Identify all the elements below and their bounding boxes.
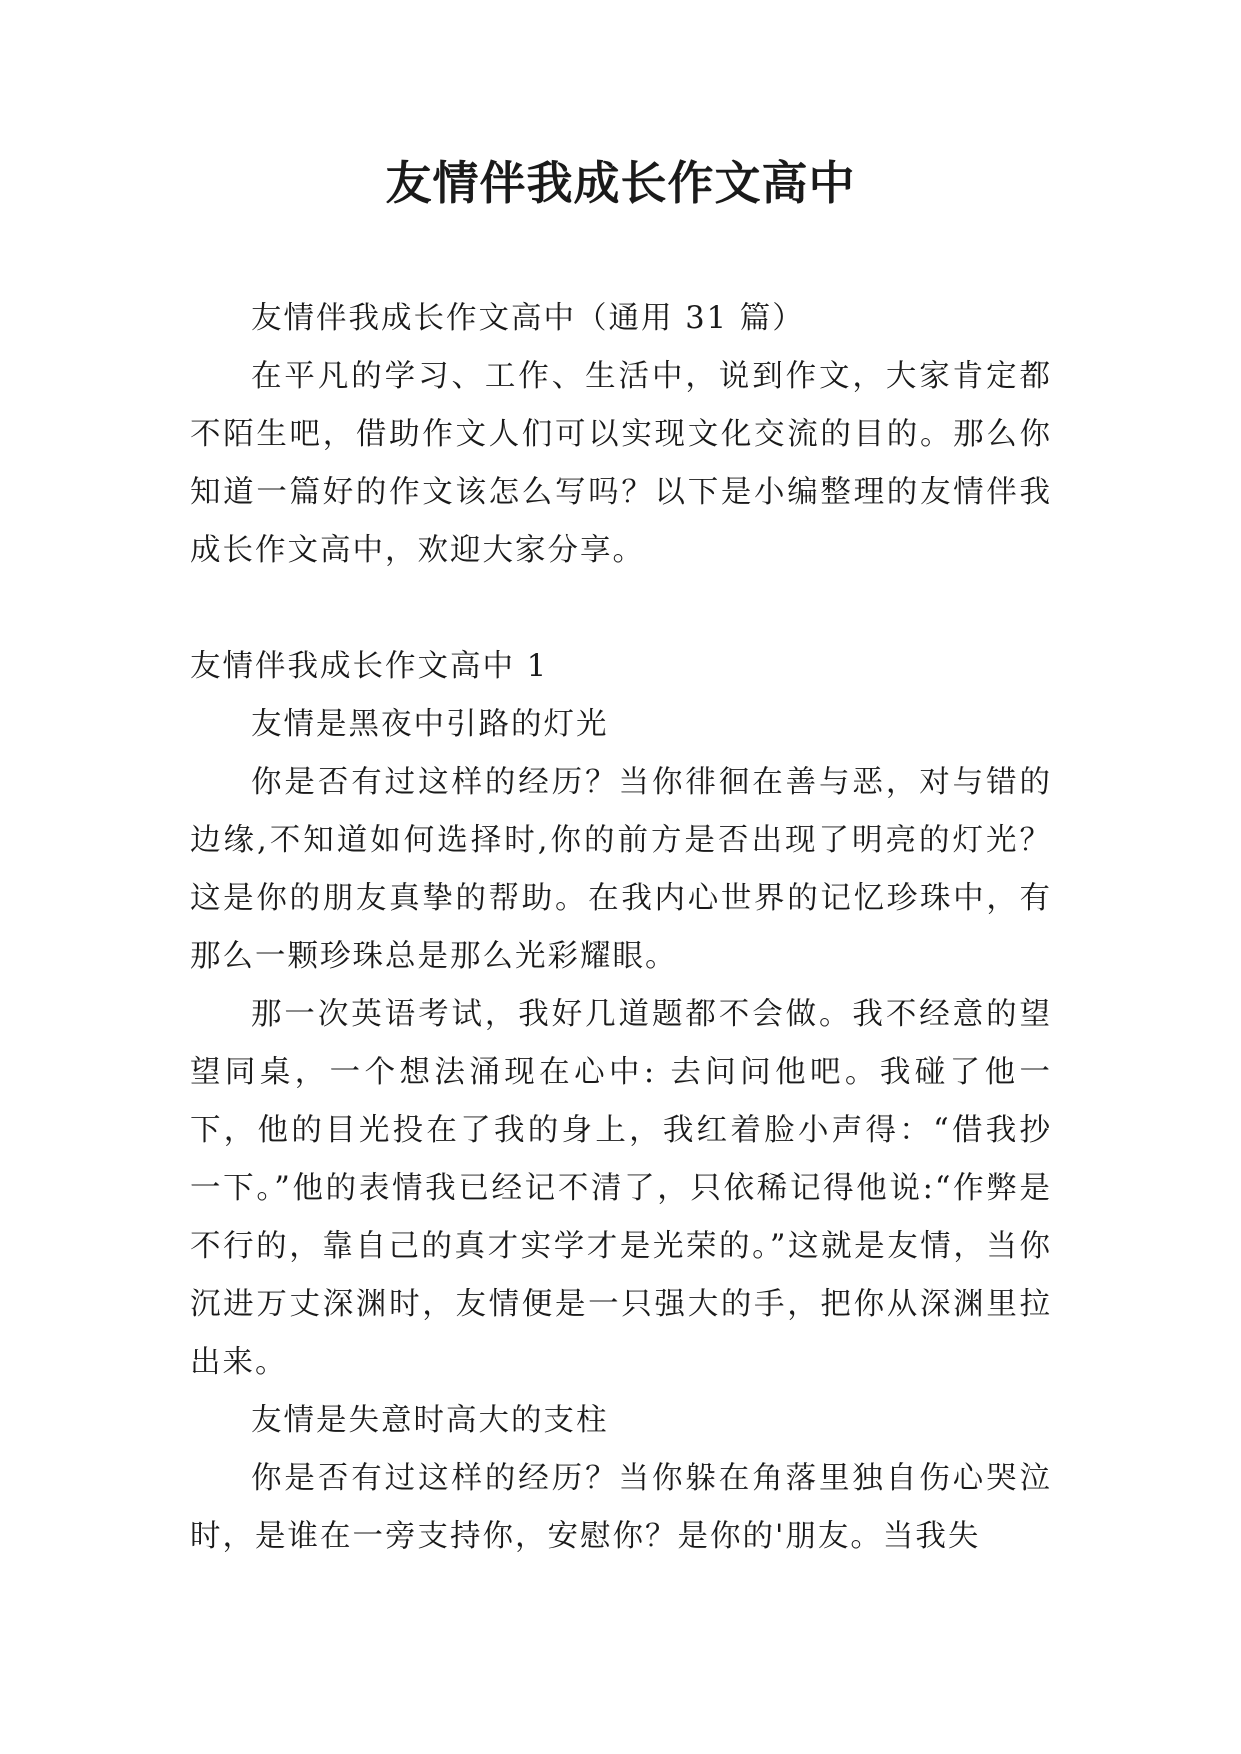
- paragraph-heading-light: 友情是黑夜中引路的灯光: [251, 707, 609, 742]
- document-title: 友情伴我成长作文高中: [385, 156, 856, 210]
- paragraph-light: 你是否有过这样的经历？当你徘徊在善与恶，对与错的边缘,不知道如何选择时,你的前方是否出现了明亮的灯光？这是你的朋友真挚的帮助。在我内心世界的记忆珍珠中，有那么一颗珍珠总是那么光彩耀眼。: [190, 765, 1052, 974]
- paragraph-heading-pillar: 友情是失意时高大的支柱: [251, 1403, 609, 1438]
- paragraph-exam: 那一次英语考试，我好几道题都不会做。我不经意的望望同桌，一个想法涌现在心中: 去问问他吧。我碰了他一下，他的目光投在了我的身上，我红着脸小声得：“借我抄一下。”他的表情我已经记不清了，只依稀记得他说:“作弊是不行的，靠自己的真才实学才是光荣的。”这就是友情，当你沉进万丈深渊时，友情便是一只强大的手，把你从深渊里拉出来。: [190, 997, 1052, 1380]
- section-heading: 友情伴我成长作文高中 1: [190, 649, 549, 684]
- document-body: [190, 290, 1052, 1566]
- paragraph-pillar: 你是否有过这样的经历？当你躲在角落里独自伤心哭泣时，是谁在一旁支持你，安慰你？是你的'朋友。当我失: [190, 1461, 1052, 1554]
- section-gap: [190, 580, 1052, 638]
- document-subtitle: 友情伴我成长作文高中（通用 31 篇）: [251, 301, 805, 336]
- intro-paragraph: 在平凡的学习、工作、生活中，说到作文，大家肯定都不陌生吧，借助作文人们可以实现文化交流的目的。那么你知道一篇好的作文该怎么写吗？以下是小编整理的友情伴我成长作文高中，欢迎大家分享。: [190, 359, 1052, 568]
